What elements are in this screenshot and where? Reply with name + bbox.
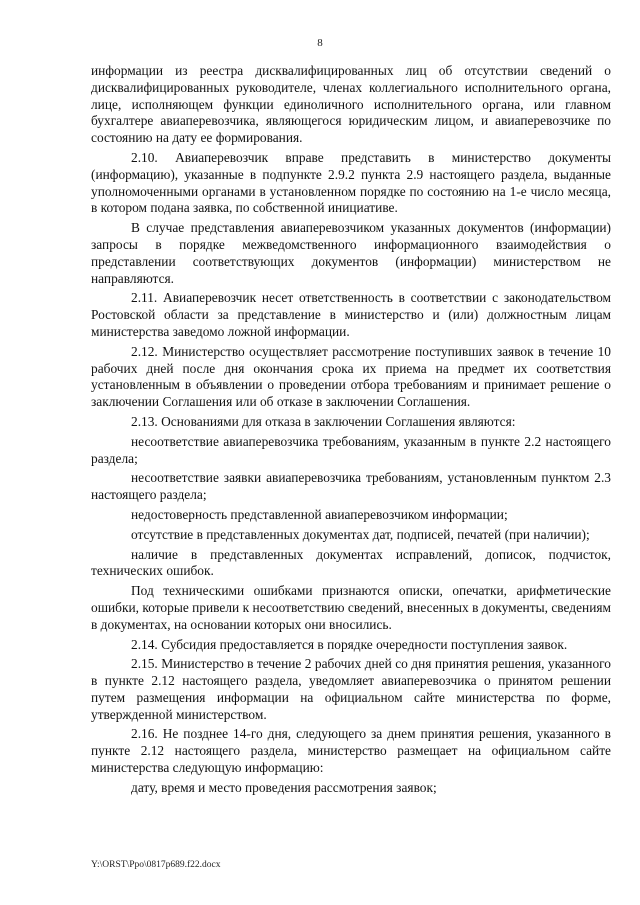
paragraph-2-10-note: В случае представления авиаперевозчиком указанных документов (информации) запросы в порядке межведомственного информационного взаимодействия о представлении соответствующих документов (информации) министерством не направляются.: [91, 220, 611, 286]
list-item: недостоверность представленной авиаперевозчиком информации;: [131, 506, 508, 522]
list-item: несоответствие заявки авиаперевозчика требованиям, установленным пунктом 2.3 настоящего раздела;: [91, 470, 611, 503]
list-item: несоответствие авиаперевозчика требованиям, указанным в пункте 2.2 настоящего раздела;: [91, 433, 611, 466]
paragraph-continuation: информации из реестра дисквалифицированных лиц об отсутствии сведений о дисквалифицированных руководителе, членах коллегиального исполнительного органа, лице, исполняющем функции единоличного исполнительного органа, или главном бухгалтере авиаперевозчика, являющегося юридическим лицом, и авиаперевозчике по состоянию на дату ее формирования.: [91, 63, 611, 146]
list-item: отсутствие в представленных документах дат, подписей, печатей (при наличии);: [131, 526, 590, 542]
paragraph-2-16: 2.16. Не позднее 14-го дня, следующего за днем принятия решения, указанного в пункте 2.12 настоящего раздела, министерство размещает на официальном сайте министерства следующую информацию:: [91, 726, 611, 776]
paragraph-2-14: 2.14. Субсидия предоставляется в порядке очередности поступления заявок.: [131, 636, 568, 652]
list-item: дату, время и место проведения рассмотрения заявок;: [131, 779, 437, 795]
paragraph-2-10: 2.10. Авиаперевозчик вправе представить в министерство документы (информацию), указанные в подпункте 2.9.2 пункта 2.9 настоящего раздела, выданные уполномоченными органами в установленном порядке по состоянию на 1-е число месяца, в котором подана заявка, по собственной инициативе.: [91, 149, 611, 216]
paragraph-2-12: 2.12. Министерство осуществляет рассмотрение поступивших заявок в течение 10 рабочих дней после дня окончания срока их приема на предмет их соответствия установленным в объявлении о проведении отбора требованиям и принимает решение о заключении Соглашения или об отказе в заключении Соглашения.: [91, 343, 611, 410]
document-body: [91, 63, 611, 797]
page-number: 8: [317, 37, 323, 49]
paragraph-technical-errors: Под техническими ошибками признаются описки, опечатки, арифметические ошибки, которые привели к несоответствию сведений, внесенных в документы, сведениям в документах, на основании которых они вносились.: [91, 583, 611, 632]
list-item: наличие в представленных документах исправлений, дописок, подчисток, технических ошибок.: [91, 546, 611, 579]
paragraph-2-11: 2.11. Авиаперевозчик несет ответственность в соответствии с законодательством Ростовской области за представление в министерство и (или) должностным лицам министерства заведомо ложной информации.: [91, 290, 611, 339]
file-path-footer: Y:\ORST\Ppo\0817p689.f22.docx: [91, 860, 221, 870]
paragraph-2-15: 2.15. Министерство в течение 2 рабочих дней со дня принятия решения, указанного в пункте 2.12 настоящего раздела, уведомляет авиаперевозчика о принятом решении путем размещения информации на официальном сайте министерства по форме, утвержденной министерством.: [91, 656, 611, 722]
paragraph-2-13: 2.13. Основаниями для отказа в заключении Соглашения являются:: [131, 413, 516, 429]
